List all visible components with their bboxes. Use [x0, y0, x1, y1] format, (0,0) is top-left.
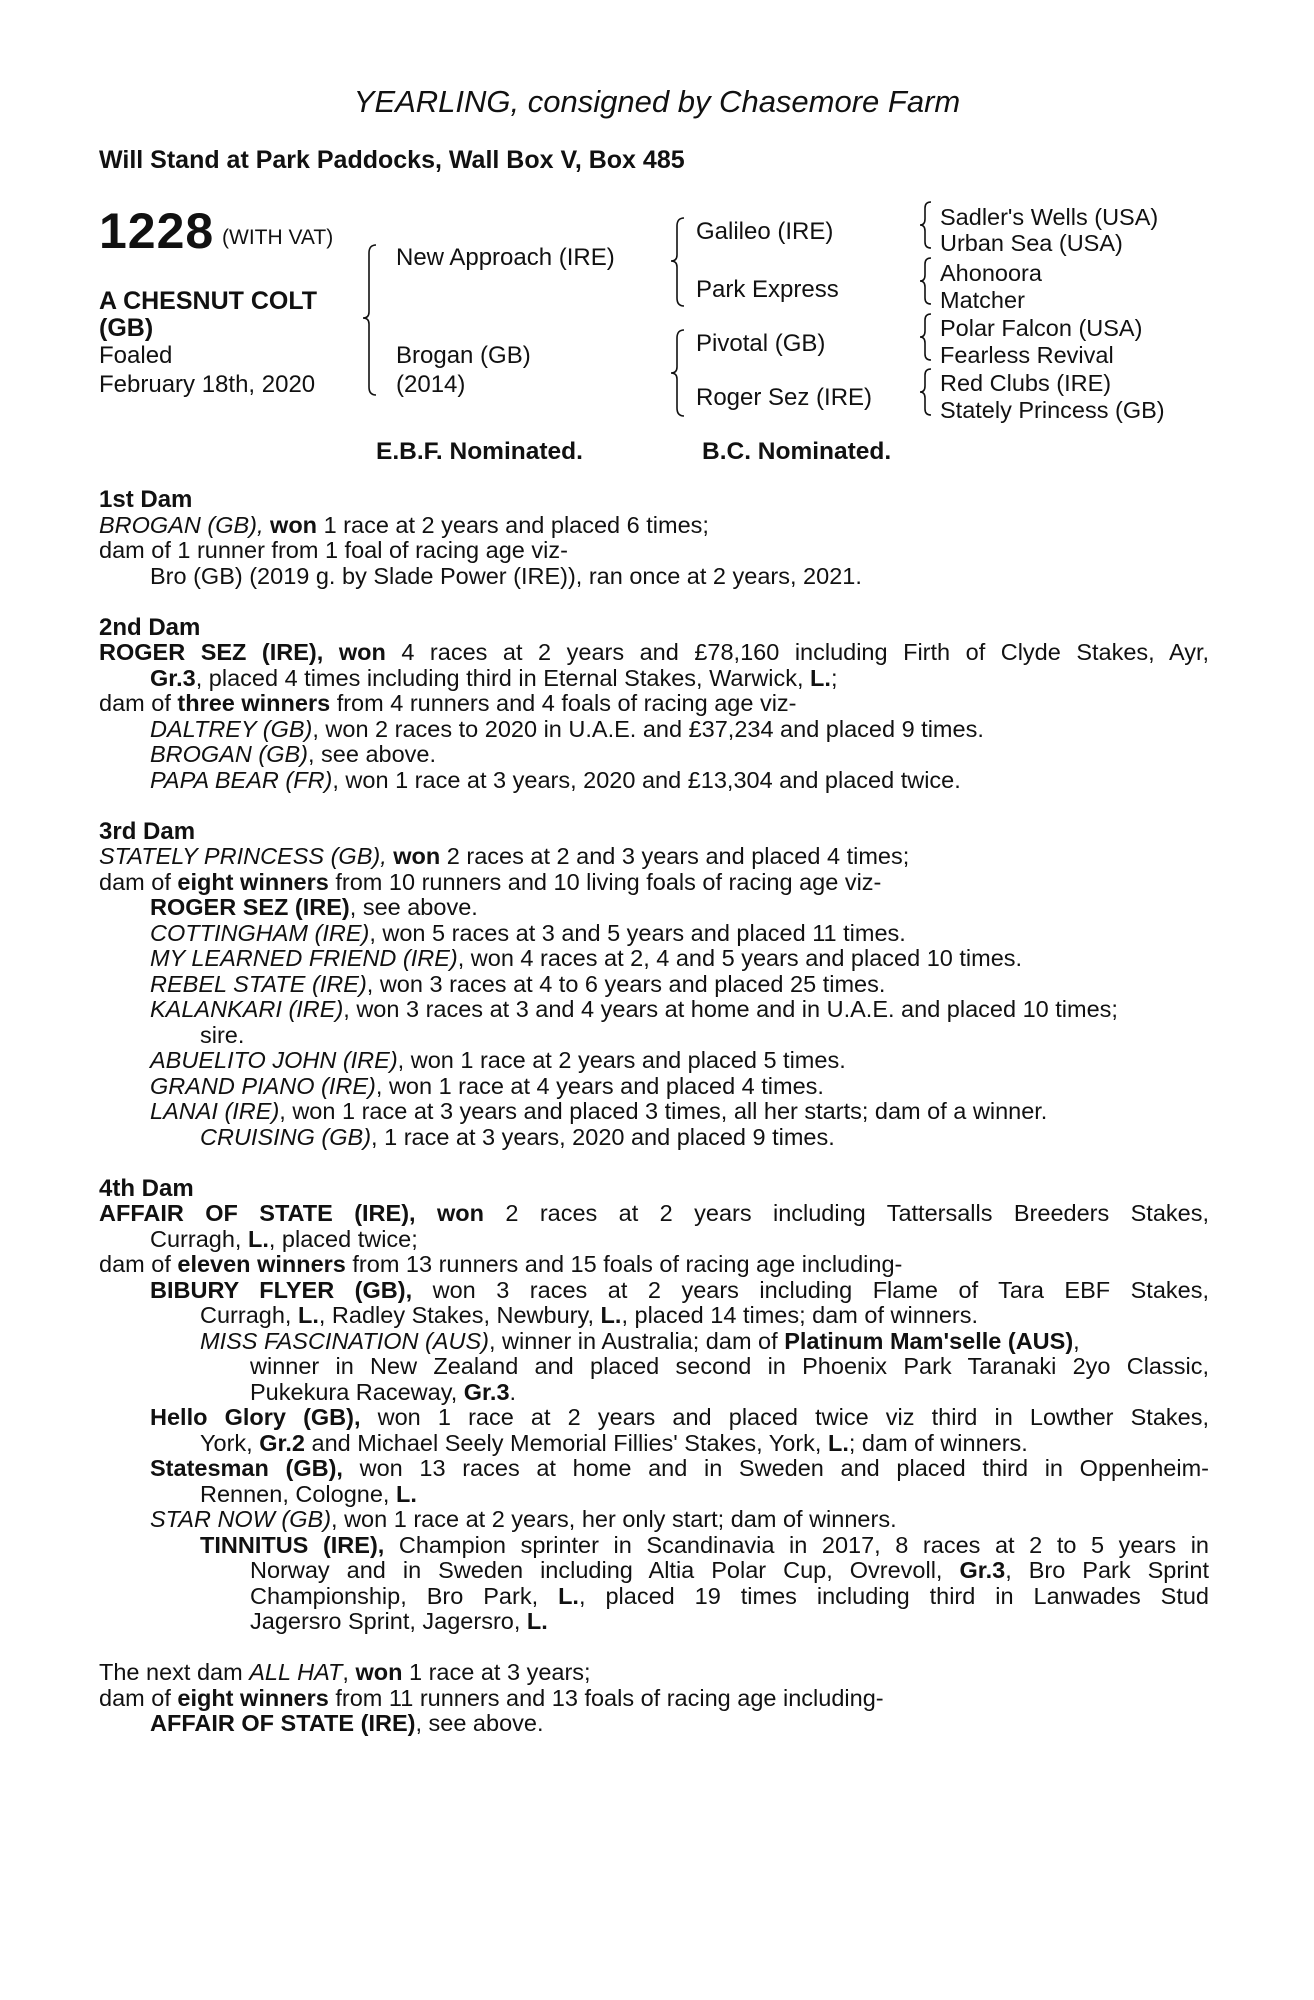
horse-name: GRAND PIANO (IRE)	[150, 1072, 376, 1099]
pedigree-bracket	[921, 369, 935, 415]
third-dam-offspring	[99, 972, 1209, 998]
fourth-dam-offspring-cont	[99, 1431, 1209, 1457]
horse-name: BIBURY FLYER (GB),	[150, 1276, 413, 1303]
text: , placed twice;	[268, 1225, 418, 1252]
text: dam of	[99, 1251, 178, 1277]
listed-label: L.	[600, 1302, 622, 1328]
horse-name: MY LEARNED FRIEND (IRE)	[150, 945, 458, 971]
second-dam-offspring	[99, 742, 1209, 768]
pedigree-gen3: Polar Falcon (USA)	[940, 315, 1143, 341]
next-dam-line	[99, 1660, 1209, 1686]
horse-name: AFFAIR OF STATE (IRE),	[99, 1200, 416, 1226]
horse-name: COTTINGHAM (IRE)	[150, 919, 370, 946]
winners-count: eight winners	[177, 868, 329, 895]
won-label: won	[436, 1200, 484, 1226]
horse-name: REBEL STATE (IRE)	[150, 970, 367, 997]
third-dam-offspring	[99, 921, 1209, 947]
fourth-dam-grand-offspring-cont	[99, 1558, 1209, 1584]
race-record: won 13 races at home and in Sweden and placed third in Oppenheim-	[342, 1455, 1209, 1481]
text: Curragh,	[150, 1225, 248, 1252]
winners-count: three winners	[177, 690, 331, 716]
fourth-dam-offspring	[99, 1507, 1209, 1533]
horse-name: Hello Glory (GB),	[150, 1404, 361, 1430]
stand-location: Will Stand at Park Paddocks, Wall Box V, Box 485	[99, 146, 685, 174]
listed-label: L.	[247, 1225, 269, 1252]
race-record: , won 1 race at 3 years and placed 3 times, all her starts; dam of a winner.	[279, 1098, 1048, 1124]
fourth-dam-grand-offspring	[99, 1329, 1209, 1355]
pedigree-sire-sire: Galileo (IRE)	[696, 218, 834, 245]
text: Curragh,	[200, 1302, 298, 1328]
lot-vat-note: (WITH VAT)	[222, 226, 334, 249]
pedigree-gen3: Sadler's Wells (USA)	[940, 204, 1159, 230]
horse-name: BROGAN (GB)	[150, 741, 308, 767]
race-record: won 3 races at 2 years including Flame of Tara EBF Stakes,	[412, 1276, 1209, 1303]
text: , Bro Park Sprint	[1005, 1557, 1209, 1583]
won-label: won	[393, 843, 441, 869]
horse-name: AFFAIR OF STATE (IRE)	[150, 1710, 416, 1736]
pedigree-dam-year: (2014)	[396, 371, 466, 398]
sale-heading: YEARLING, consigned by Chasemore Farm	[353, 84, 961, 119]
pedigree-gen3: Red Clubs (IRE)	[940, 370, 1112, 396]
horse-name: ROGER SEZ (IRE)	[150, 894, 350, 920]
horse-name: DALTREY (GB)	[150, 715, 313, 742]
horse-name: STAR NOW (GB)	[150, 1506, 332, 1532]
pedigree-bracket	[921, 314, 935, 360]
punctuation: ,	[1073, 1327, 1080, 1354]
listed-label: L.	[297, 1302, 319, 1328]
pedigree-bracket	[921, 202, 935, 248]
horse-name: LANAI (IRE)	[150, 1098, 280, 1124]
race-record: , 1 race at 3 years, 2020 and placed 9 times.	[371, 1123, 835, 1150]
pedigree-gen3: Stately Princess (GB)	[940, 397, 1165, 423]
race-record: , won 1 race at 3 years, 2020 and £13,304 and placed twice.	[332, 766, 961, 793]
text: Pukekura Raceway,	[250, 1378, 464, 1405]
fourth-dam-grand-offspring-cont	[99, 1584, 1209, 1610]
text: and Michael Seely Memorial Fillies' Stakes, York,	[304, 1429, 828, 1456]
text: dam of	[99, 690, 178, 716]
text: , Radley Stakes, Newbury,	[318, 1302, 601, 1328]
lot-description-line: A CHESNUT COLT	[99, 287, 318, 315]
race-record: , won 1 race at 2 years, her only start; dam of winners.	[331, 1506, 897, 1532]
race-record: , won 5 races at 3 and 5 years and placed 11 times.	[369, 919, 906, 946]
horse-name: KALANKARI (IRE)	[150, 996, 344, 1022]
lot-description-line: (GB)	[99, 314, 154, 342]
punctuation: ;	[830, 664, 838, 691]
winners-count: eight winners	[177, 1684, 329, 1711]
foaled-label: Foaled	[99, 342, 173, 369]
fourth-dam-offspring	[99, 1278, 1209, 1304]
foaled-date: February 18th, 2020	[99, 371, 316, 398]
first-dam-line	[99, 513, 1209, 539]
race-record: , see above.	[307, 741, 437, 767]
second-dam-offspring	[99, 768, 1209, 794]
horse-name: BROGAN (GB),	[99, 511, 264, 538]
text: The next dam	[99, 1659, 250, 1685]
fourth-dam-grand-offspring-cont	[99, 1609, 1209, 1635]
grade-label: Gr.3	[150, 664, 196, 691]
listed-label: L.	[827, 1429, 849, 1456]
fourth-dam-grand-offspring-cont	[99, 1380, 1209, 1406]
fourth-dam-line	[99, 1201, 1209, 1227]
pedigree-bracket	[921, 258, 935, 304]
horse-name: ABUELITO JOHN (IRE)	[150, 1047, 398, 1073]
race-record: , won 1 race at 2 years and placed 5 times.	[397, 1047, 846, 1073]
text: ; dam of winners.	[848, 1429, 1028, 1456]
fourth-dam-line	[99, 1227, 1209, 1253]
listed-label: L.	[526, 1608, 548, 1634]
third-dam-offspring	[99, 895, 1209, 921]
fourth-dam-line	[99, 1252, 1209, 1278]
listed-label: L.	[395, 1480, 417, 1507]
text: Rennen, Cologne,	[200, 1480, 396, 1507]
text: Championship, Bro Park,	[250, 1582, 559, 1609]
pedigree-sire: New Approach (IRE)	[396, 244, 615, 271]
third-dam-offspring	[99, 1099, 1209, 1125]
pedigree-dam: Brogan (GB)	[396, 342, 531, 369]
fourth-dam-offspring-cont	[99, 1482, 1209, 1508]
next-dam-line	[99, 1686, 1209, 1712]
text: dam of	[99, 1684, 178, 1711]
horse-name: ROGER SEZ (IRE),	[99, 639, 324, 665]
pedigree-gen3: Fearless Revival	[940, 342, 1114, 368]
pedigree-dam-sire: Pivotal (GB)	[696, 330, 826, 357]
race-record: 4 races at 2 years and £78,160 including Firth of Clyde Stakes, Ayr,	[385, 639, 1209, 665]
text: from 10 runners and 10 living foals of racing age viz-	[328, 868, 882, 895]
race-record: , see above.	[349, 894, 478, 920]
text: from 13 runners and 15 foals of racing age including-	[345, 1251, 903, 1277]
text: , placed 19 times including third in Lanwades Stud	[578, 1582, 1209, 1609]
third-dam-line	[99, 870, 1209, 896]
pedigree-bracket	[366, 245, 386, 395]
second-dam-heading: 2nd Dam	[99, 613, 201, 641]
text: from 4 runners and 4 foals of racing age viz-	[330, 690, 797, 716]
listed-label: L.	[810, 664, 831, 691]
pedigree-gen3: Ahonoora	[940, 260, 1042, 286]
text: , placed 14 times; dam of winners.	[621, 1302, 979, 1328]
pedigree-gen3: Urban Sea (USA)	[940, 230, 1123, 256]
second-dam-line	[99, 640, 1209, 666]
race-record: , won 1 race at 4 years and placed 4 times.	[375, 1072, 824, 1099]
third-dam-line	[99, 844, 1209, 870]
pedigree-bracket	[674, 330, 694, 416]
grade-label: Gr.3	[959, 1557, 1006, 1583]
punctuation: .	[509, 1378, 517, 1405]
winners-count: eleven winners	[177, 1251, 346, 1277]
pedigree-bracket	[674, 218, 694, 306]
fourth-dam-grand-offspring	[99, 1533, 1209, 1559]
foaled-info	[99, 341, 315, 399]
fourth-dam-heading: 4th Dam	[99, 1174, 194, 1202]
race-record: 2 races at 2 years including Tattersalls Breeders Stakes,	[483, 1200, 1209, 1226]
first-dam-line: dam of 1 runner from 1 foal of racing age viz-	[99, 537, 568, 563]
race-record: , won 2 races to 2020 in U.A.E. and £37,234 and placed 9 times.	[312, 715, 984, 742]
second-dam-line	[99, 691, 1209, 717]
pedigree-sire-dam: Park Express	[696, 276, 839, 303]
lot-description	[99, 288, 369, 342]
text: , see above.	[415, 1710, 544, 1736]
third-dam-offspring	[99, 997, 1209, 1023]
listed-label: L.	[558, 1582, 579, 1609]
horse-name: CRUISING (GB)	[200, 1123, 372, 1150]
pedigree-dam-dam: Roger Sez (IRE)	[696, 384, 873, 411]
lot-number: 1228	[99, 203, 215, 259]
grade-label: Gr.2	[259, 1429, 305, 1456]
first-dam-produce: Bro (GB) (2019 g. by Slade Power (IRE)), ran once at 2 years, 2021.	[150, 562, 862, 589]
text: from 11 runners and 13 foals of racing age including-	[328, 1684, 884, 1711]
ebf-nomination: E.B.F. Nominated.	[376, 438, 583, 465]
horse-name: MISS FASCINATION (AUS)	[200, 1327, 489, 1354]
third-dam-heading: 3rd Dam	[99, 817, 196, 845]
horse-name: TINNITUS (IRE),	[200, 1531, 385, 1558]
text: Norway and in Sweden including Altia Polar Cup, Ovrevoll,	[250, 1557, 960, 1583]
won-label: won	[355, 1659, 403, 1685]
fourth-dam-offspring-cont	[99, 1303, 1209, 1329]
second-dam-offspring	[99, 717, 1209, 743]
text: , winner in Australia; dam of	[488, 1327, 785, 1354]
next-dam-offspring	[99, 1711, 1209, 1737]
fourth-dam-grand-offspring-cont: winner in New Zealand and placed second in Phoenix Park Taranaki 2yo Classic,	[250, 1353, 1209, 1379]
race-record: , won 3 races at 3 and 4 years at home and in U.A.E. and placed 10 times;	[343, 996, 1118, 1022]
race-record: Champion sprinter in Scandinavia in 2017, 8 races at 2 to 5 years in	[384, 1531, 1209, 1558]
third-dam-offspring-cont: sire.	[200, 1021, 245, 1048]
third-dam-offspring	[99, 1074, 1209, 1100]
race-record: , won 3 races at 4 to 6 years and placed 25 times.	[366, 970, 886, 997]
first-dam-heading: 1st Dam	[99, 486, 193, 513]
won-label: won	[338, 639, 386, 665]
punctuation: ,	[342, 1659, 356, 1685]
third-dam-offspring	[99, 1048, 1209, 1074]
third-dam-offspring	[99, 946, 1209, 972]
won-label: won	[270, 511, 318, 538]
grade-label: Gr.3	[463, 1378, 510, 1405]
bc-nomination: B.C. Nominated.	[702, 438, 892, 465]
race-record: , placed 4 times including third in Eternal Stakes, Warwick,	[195, 664, 811, 691]
horse-name: PAPA BEAR (FR)	[150, 766, 333, 793]
fourth-dam-offspring	[99, 1456, 1209, 1482]
text: Jagersro Sprint, Jagersro,	[250, 1608, 527, 1634]
text: 1 race at 3 years;	[402, 1659, 591, 1685]
race-record: , won 4 races at 2, 4 and 5 years and placed 10 times.	[457, 945, 1023, 971]
horse-name: Statesman (GB),	[150, 1455, 343, 1481]
race-record: 1 race at 2 years and placed 6 times;	[317, 511, 709, 538]
catalogue-body	[99, 487, 1209, 1737]
text: York,	[200, 1429, 260, 1456]
race-record: 2 races at 2 and 3 years and placed 4 times;	[440, 843, 910, 869]
horse-name: STATELY PRINCESS (GB),	[99, 843, 387, 869]
horse-name: Platinum Mam'selle (AUS)	[784, 1327, 1074, 1354]
horse-name: ALL HAT	[249, 1659, 343, 1685]
second-dam-line	[99, 666, 1209, 692]
third-dam-grand-offspring	[99, 1125, 1209, 1151]
text: dam of	[99, 868, 178, 895]
race-record: won 1 race at 2 years and placed twice viz third in Lowther Stakes,	[360, 1404, 1209, 1430]
fourth-dam-offspring	[99, 1405, 1209, 1431]
pedigree-gen3: Matcher	[940, 287, 1025, 313]
